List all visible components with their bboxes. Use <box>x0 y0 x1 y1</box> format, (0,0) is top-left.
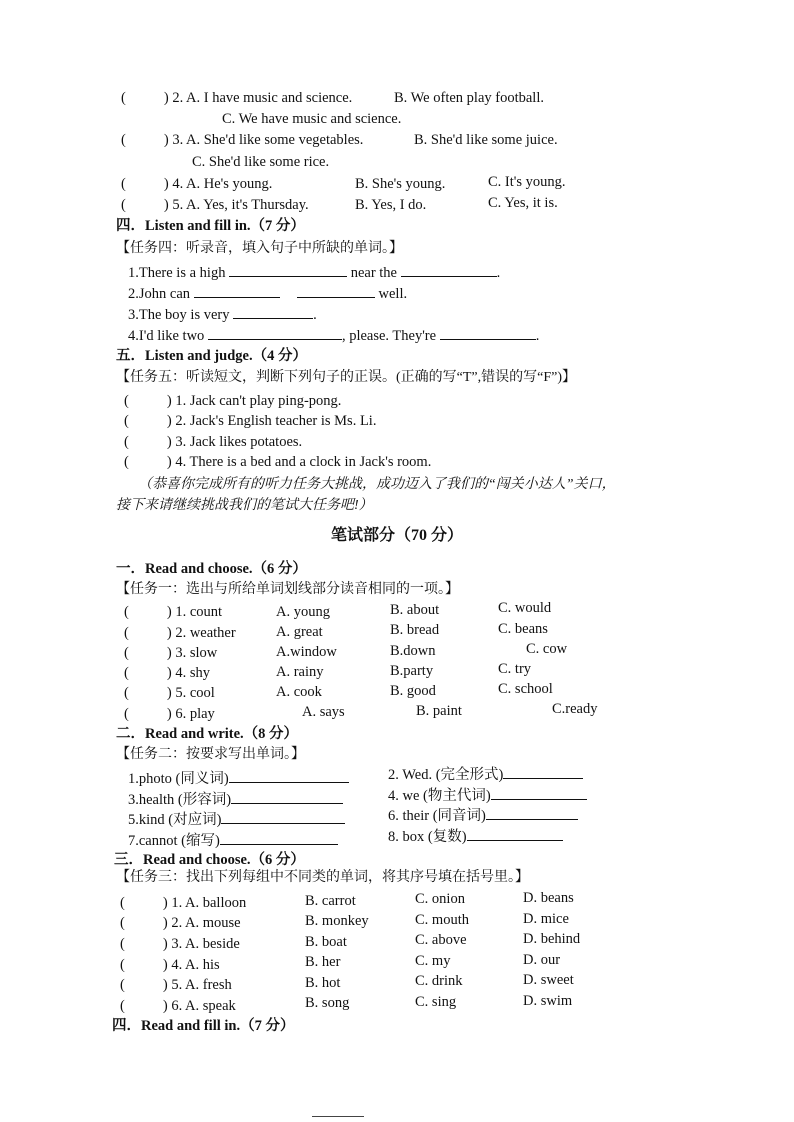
option-b: B. her <box>305 954 341 970</box>
answer-blank[interactable] <box>491 786 587 800</box>
odd-one-out-task: 【任务三：找出下列每组中不同类的单词，将其序号填在括号里。】 <box>116 870 529 885</box>
listen-q2-option-b: B. We often play football. <box>394 90 544 106</box>
read-fill-title: 四．Read and fill in.（7 分） <box>112 1018 295 1034</box>
judge-item: ( ) 1. Jack can't play ping-pong. <box>124 393 342 409</box>
option-a: A. cook <box>276 684 322 700</box>
listen-fill-task: 【任务四：听录音，填入句子中所缺的单词。】 <box>116 241 403 256</box>
listen-q2: ( ) 2. A. I have music and science. <box>121 90 353 106</box>
option-b: B. song <box>305 995 350 1011</box>
option-d: D. beans <box>523 890 574 906</box>
judge-item: ( ) 4. There is a bed and a clock in Jack's room. <box>124 454 432 470</box>
option-c: C. drink <box>415 973 463 989</box>
option-c: C. cow <box>526 641 568 657</box>
odd-row: ( ) 3. A. beside <box>120 936 240 952</box>
option-c: C. would <box>498 600 552 616</box>
word-task: 2. Wed. (完全形式) <box>388 765 583 784</box>
word-task: 6. their (同音词) <box>388 806 578 825</box>
listen-q2-option-c: C. We have music and science. <box>222 111 402 127</box>
option-a: A.window <box>276 644 337 660</box>
answer-blank[interactable] <box>401 263 497 277</box>
read-choose-title: 一．Read and choose.（6 分） <box>116 561 307 577</box>
phonics-row: ( ) 4. shy <box>124 665 210 681</box>
listen-q4-option-b: B. She's young. <box>355 176 446 192</box>
answer-blank[interactable] <box>221 810 345 824</box>
answer-blank[interactable] <box>297 284 375 298</box>
word-task: 7.cannot (缩写) <box>128 831 338 850</box>
fill-line-4: 4.I'd like two , please. They're . <box>128 328 540 344</box>
option-b: B. monkey <box>305 913 369 929</box>
option-b: B. hot <box>305 975 341 991</box>
option-c: C. sing <box>415 994 457 1010</box>
read-choose-task: 【任务一：选出与所给单词划线部分读音相同的一项。】 <box>116 582 459 597</box>
odd-row: ( ) 5. A. fresh <box>120 977 232 993</box>
answer-blank[interactable] <box>440 326 536 340</box>
answer-blank[interactable] <box>229 769 349 783</box>
phonics-row: ( ) 3. slow <box>124 645 218 661</box>
word-task: 5.kind (对应词) <box>128 810 345 829</box>
written-heading: 笔试部分（70 分） <box>330 527 463 544</box>
answer-blank[interactable] <box>194 284 280 298</box>
phonics-row: ( ) 5. cool <box>124 685 215 701</box>
judge-item: ( ) 3. Jack likes potatoes. <box>124 434 303 450</box>
option-a: A. says <box>302 704 345 720</box>
fill-line-1: 1.There is a high near the . <box>128 265 501 281</box>
odd-row: ( ) 2. A. mouse <box>120 915 241 931</box>
option-c: C. mouth <box>415 912 469 928</box>
option-d: D. sweet <box>523 972 574 988</box>
answer-blank[interactable] <box>233 305 313 319</box>
option-b: B. about <box>390 602 440 618</box>
option-b: B.party <box>390 663 434 679</box>
odd-row: ( ) 1. A. balloon <box>120 895 247 911</box>
listen-judge-title: 五．Listen and judge.（4 分） <box>116 348 307 364</box>
listen-fill-title: 四．Listen and fill in.（7 分） <box>116 218 305 234</box>
listen-judge-task: 【任务五：听读短文，判断下列句子的正误。(正确的写“T”,错误的写“F”)】 <box>116 370 577 385</box>
option-b: B. carrot <box>305 893 356 909</box>
answer-blank[interactable] <box>503 765 583 779</box>
odd-row: ( ) 6. A. speak <box>120 998 236 1014</box>
page-footer-mark <box>312 1116 364 1117</box>
option-b: B.down <box>390 643 436 659</box>
option-a: A. great <box>276 624 323 640</box>
option-c: C. beans <box>498 621 548 637</box>
answer-blank[interactable] <box>208 326 342 340</box>
phonics-row: ( ) 6. play <box>124 706 215 722</box>
option-b: B. good <box>390 683 436 699</box>
word-task: 8. box (复数) <box>388 827 563 846</box>
judge-item: ( ) 2. Jack's English teacher is Ms. Li. <box>124 413 377 429</box>
listen-q3-option-b: B. She'd like some juice. <box>414 132 558 148</box>
option-c: C. school <box>498 681 553 697</box>
listen-q5: ( ) 5. A. Yes, it's Thursday. <box>121 197 309 213</box>
answer-blank[interactable] <box>220 831 338 845</box>
word-task: 4. we (物主代词) <box>388 786 587 805</box>
option-b: B. paint <box>416 703 462 719</box>
answer-blank[interactable] <box>467 827 563 841</box>
read-write-task: 【任务二：按要求写出单词。】 <box>116 747 305 762</box>
congrats-note-1: （恭喜你完成所有的听力任务大挑战，成功迈入了我们的“闯关小达人”关口， <box>138 477 616 492</box>
option-c: C. my <box>415 953 451 969</box>
option-d: D. behind <box>523 931 581 947</box>
option-b: B. bread <box>390 622 440 638</box>
listen-q5-option-b: B. Yes, I do. <box>355 197 427 213</box>
option-c: C. above <box>415 932 467 948</box>
option-a: A. young <box>276 604 330 620</box>
option-b: B. boat <box>305 934 347 950</box>
option-d: D. our <box>523 952 561 968</box>
option-c: C.ready <box>552 701 598 717</box>
odd-row: ( ) 4. A. his <box>120 957 220 973</box>
word-task: 1.photo (同义词) <box>128 769 349 788</box>
option-d: D. swim <box>523 993 573 1009</box>
answer-blank[interactable] <box>486 806 578 820</box>
read-write-title: 二．Read and write.（8 分） <box>116 726 299 742</box>
odd-one-out-title: 三．Read and choose.（6 分） <box>114 852 305 868</box>
option-c: C. try <box>498 661 532 677</box>
answer-blank[interactable] <box>231 790 343 804</box>
listen-q5-option-c: C. Yes, it is. <box>488 195 558 211</box>
listen-q3-option-c: C. She'd like some rice. <box>192 154 330 170</box>
phonics-row: ( ) 2. weather <box>124 625 236 641</box>
word-task: 3.health (形容词) <box>128 790 343 809</box>
listen-q4: ( ) 4. A. He's young. <box>121 176 273 192</box>
option-c: C. onion <box>415 891 465 907</box>
fill-line-3: 3.The boy is very . <box>128 307 317 323</box>
listen-q3: ( ) 3. A. She'd like some vegetables. <box>121 132 364 148</box>
fill-line-2: 2.John can well. <box>128 286 408 302</box>
answer-blank[interactable] <box>229 263 347 277</box>
option-a: A. rainy <box>276 664 324 680</box>
congrats-note-2: 接下来请继续挑战我们的笔试大任务吧!） <box>116 498 373 513</box>
phonics-row: ( ) 1. count <box>124 604 223 620</box>
listen-q4-option-c: C. It's young. <box>488 174 566 190</box>
option-d: D. mice <box>523 911 569 927</box>
